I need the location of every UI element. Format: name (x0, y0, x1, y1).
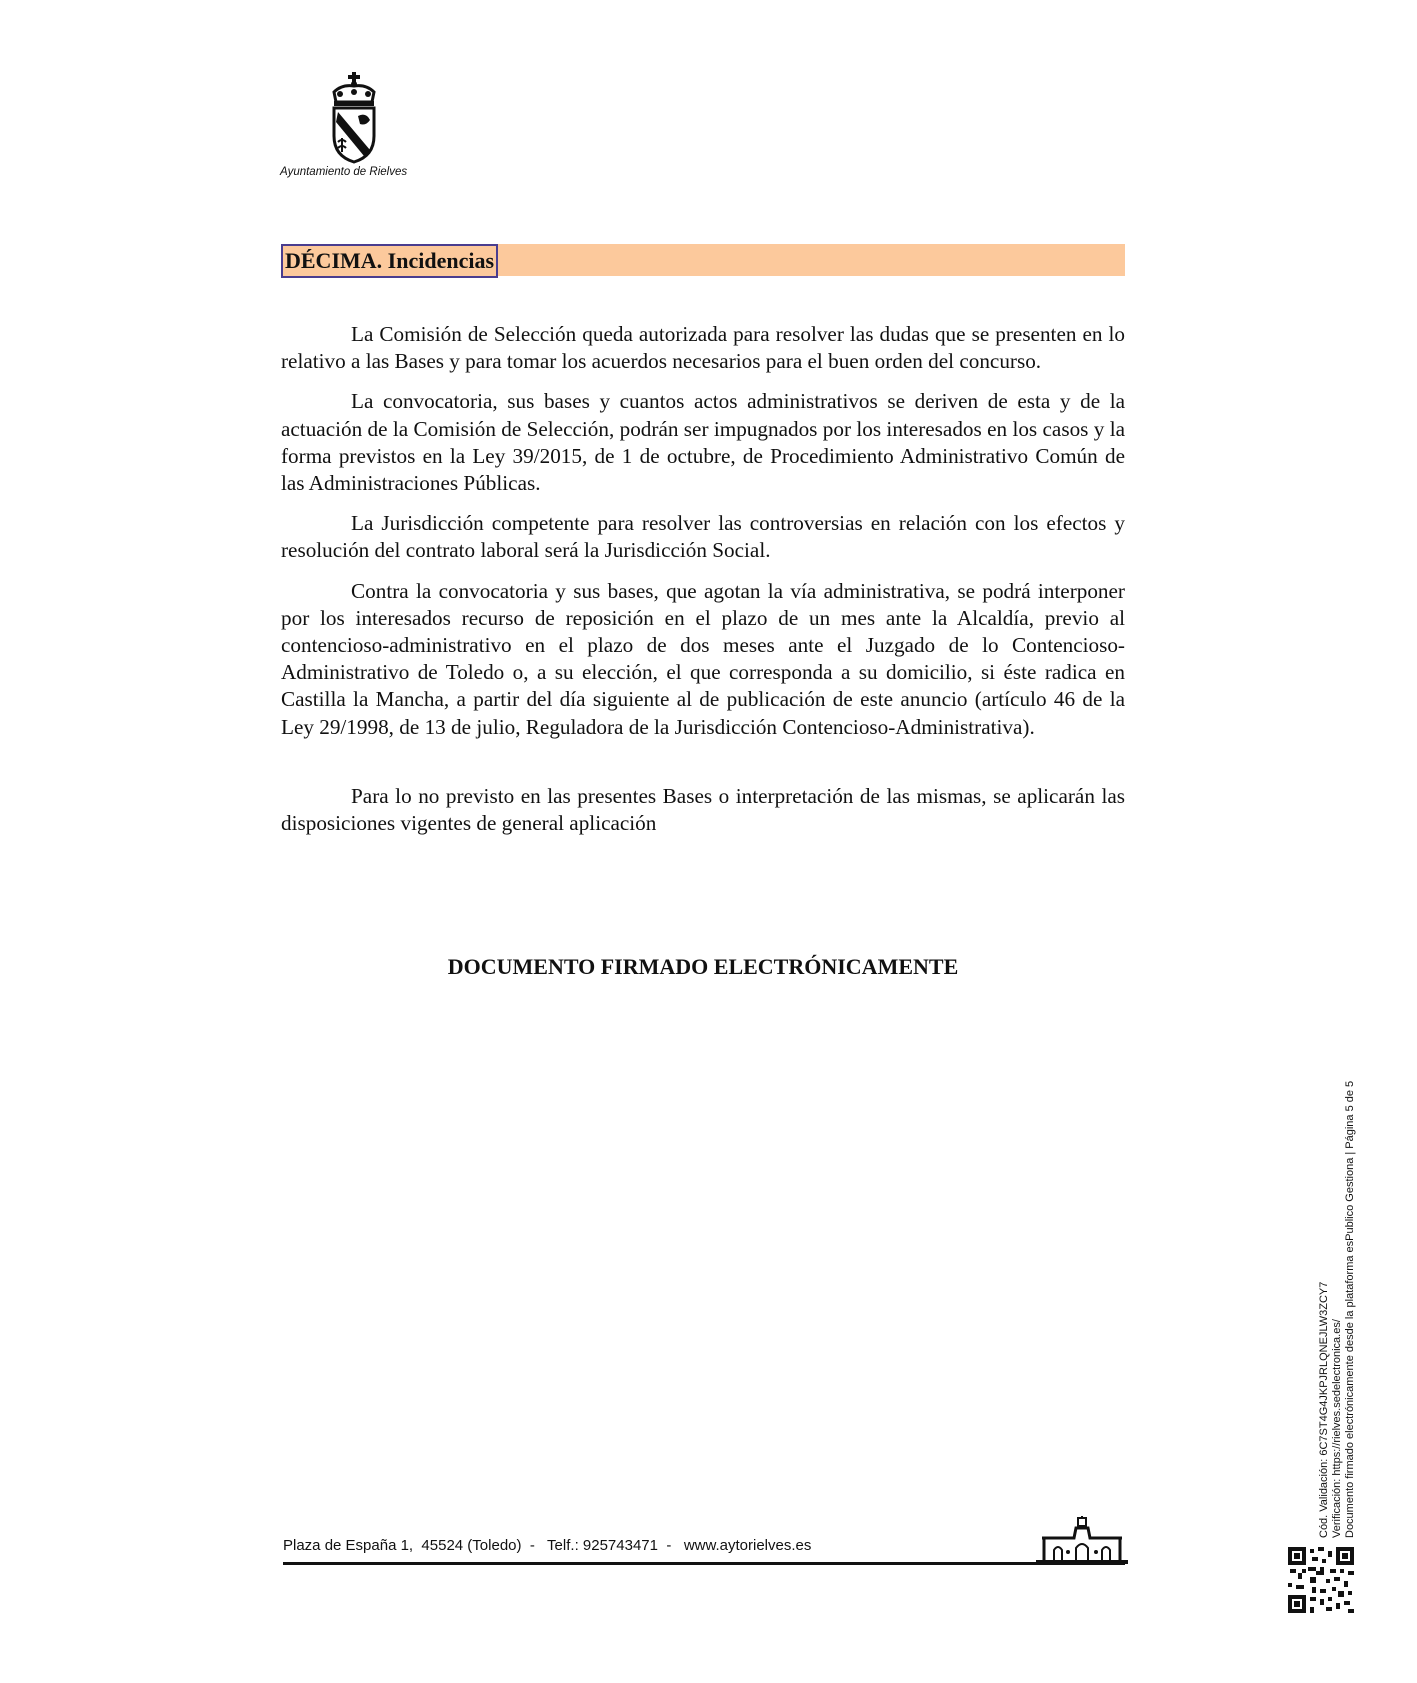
organization-name: Ayuntamiento de Rielves (280, 166, 408, 178)
paragraph: Contra la convocatoria y sus bases, que agotan la vía administrativa, se podrá interponer por los interesados recurso de reposición en el plazo de un mes ante la Alcaldía, previo al contencioso-administrativo en el plazo de dos meses ante el Juzgado de lo Contencioso-Administrativo de Toledo o, a su elección, el que corresponda a su domicilio, si éste radica en Castilla la Mancha, a partir del día siguiente al de publicación de este anuncio (artículo 46 de la Ley 29/1998, de 13 de julio, Reguladora de la Jurisdicción Contencioso-Administrativa). (281, 578, 1125, 739)
document-body (281, 321, 1125, 850)
paragraph: Para lo no previsto en las presentes Bases o interpretación de las mismas, se aplicarán las disposiciones vigentes de general aplicación (281, 783, 1125, 836)
coat-of-arms-icon (328, 72, 380, 164)
section-title: DÉCIMA. Incidencias (281, 244, 498, 278)
footer-rule (283, 1562, 1125, 1565)
qr-code-icon (1288, 1547, 1354, 1613)
verification-stamp (1318, 1081, 1357, 1538)
validation-code: Cód. Validación: 6C7ST4G4JKPJRLQNEJLW3ZCY7 (1318, 1281, 1330, 1538)
paragraph: La Jurisdicción competente para resolver las controversias en relación con los efectos y resolución del contrato laboral será la Jurisdicción Social. (281, 511, 1125, 563)
signature-note: DOCUMENTO FIRMADO ELECTRÓNICAMENTE (447, 954, 959, 979)
paragraph: La Comisión de Selección queda autorizada para resolver las dudas que se presenten en lo relativo a las Bases y para tomar los acuerdos necesarios para el buen orden del concurso. (281, 322, 1125, 374)
footer-address: Plaza de España 1, 45524 (Toledo) - Telf.: 925743471 - www.aytorielves.es (283, 1537, 812, 1554)
town-hall-icon (1036, 1516, 1128, 1564)
verification-url[interactable]: Verificación: https://rielves.sedelectronica.es/ (1331, 1319, 1343, 1538)
signature-platform-note: Documento firmado electrónicamente desde la plataforma esPublico Gestiona | Página 5 de 5 (1344, 1080, 1356, 1538)
paragraph: La convocatoria, sus bases y cuantos actos administrativos se deriven de esta y de la actuación de la Comisión de Selección, podrán ser impugnados por los interesados en los casos y la forma previstos en la Ley 39/2015, de 1 de octubre, de Procedimiento Administrativo Común de las Administraciones Públicas. (281, 389, 1125, 496)
